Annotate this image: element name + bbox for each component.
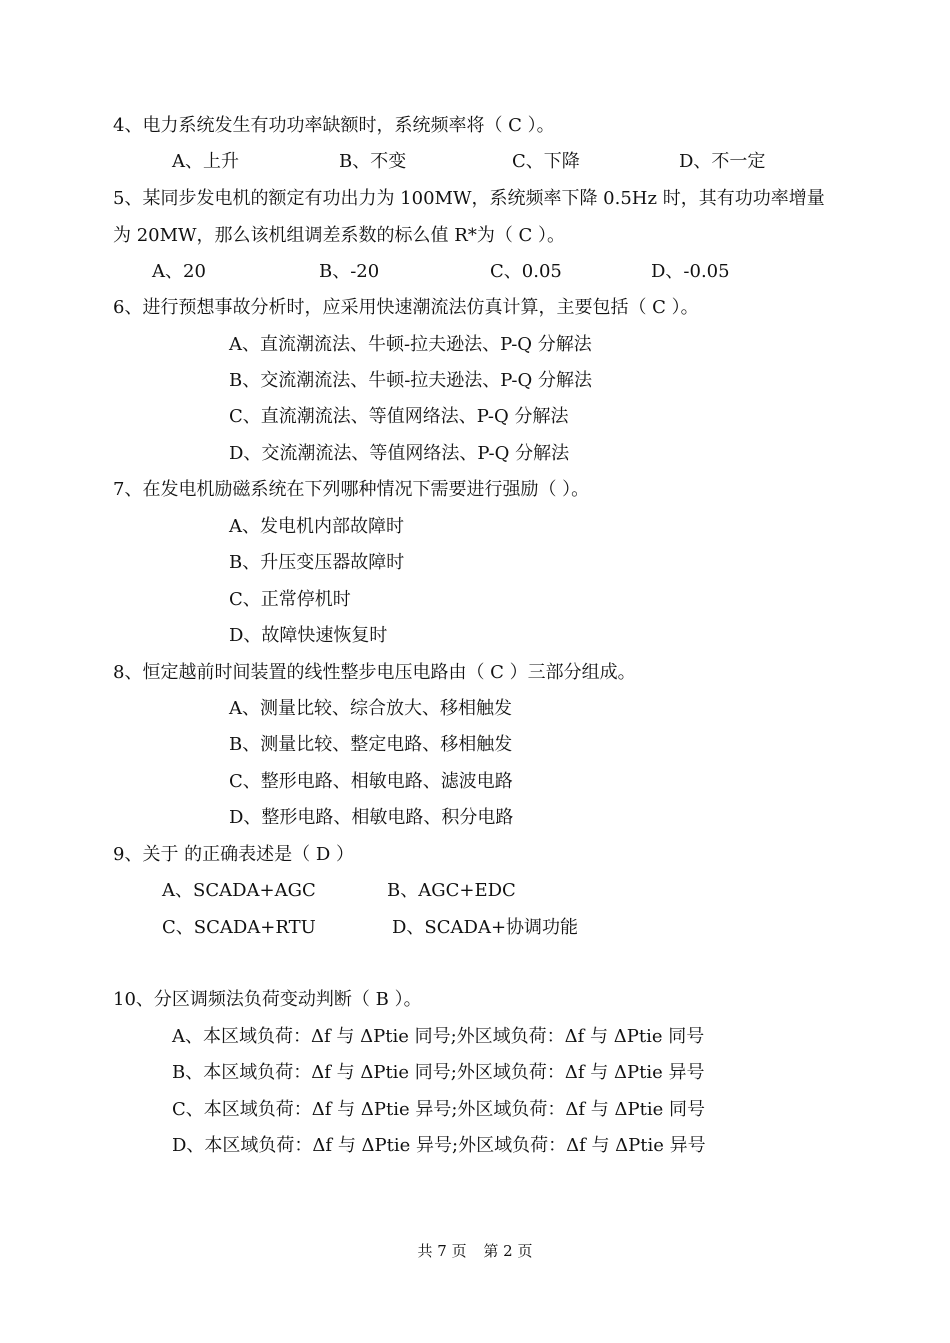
question-9-stem: 9、关于 的正确表述是（ D ）: [113, 844, 355, 865]
question-7-stem: 7、在发电机励磁系统在下列哪种情况下需要进行强励（ ）。: [113, 479, 590, 500]
question-10-option-a: A、本区域负荷：Δf 与 ΔPtie 同号;外区域负荷：Δf 与 ΔPtie 同号: [172, 1026, 705, 1047]
question-5-option-c: C、0.05: [490, 261, 562, 282]
question-7-option-a: A、发电机内部故障时: [229, 516, 404, 537]
question-5-option-b: B、-20: [319, 261, 380, 282]
footer-current-page: 第 2 页: [483, 1242, 533, 1260]
question-5-stem-line1: 5、某同步发电机的额定有功出力为 100MW，系统频率下降 0.5Hz 时，其有功功率增量: [113, 188, 825, 209]
question-7-option-c: C、正常停机时: [229, 589, 351, 610]
question-8-option-c: C、整形电路、相敏电路、滤波电路: [229, 771, 513, 792]
question-10-option-c: C、本区域负荷：Δf 与 ΔPtie 异号;外区域负荷：Δf 与 ΔPtie 同号: [172, 1099, 705, 1120]
question-8-option-d: D、整形电路、相敏电路、积分电路: [229, 807, 514, 828]
question-4-stem: 4、电力系统发生有功功率缺额时，系统频率将（ C ）。: [113, 115, 555, 136]
question-5-option-d: D、-0.05: [651, 261, 730, 282]
footer-total-pages: 共 7 页: [417, 1242, 467, 1260]
question-9-option-a: A、SCADA+AGC: [162, 880, 316, 901]
question-7-option-d: D、故障快速恢复时: [229, 625, 388, 646]
question-4-option-a: A、上升: [172, 151, 239, 172]
question-5-stem-line2: 为 20MW，那么该机组调差系数的标么值 R*为（ C ）。: [113, 225, 566, 246]
question-6-option-a: A、直流潮流法、牛顿-拉夫逊法、P-Q 分解法: [229, 334, 592, 355]
question-9-option-c: C、SCADA+RTU: [162, 917, 316, 938]
question-4-option-d: D、不一定: [679, 151, 766, 172]
question-10-stem: 10、分区调频法负荷变动判断（ B ）。: [113, 989, 422, 1010]
question-6-option-b: B、交流潮流法、牛顿-拉夫逊法、P-Q 分解法: [229, 370, 592, 391]
question-8-stem: 8、恒定越前时间装置的线性整步电压电路由（ C ）三部分组成。: [113, 662, 636, 683]
question-6-stem: 6、进行预想事故分析时，应采用快速潮流法仿真计算，主要包括（ C ）。: [113, 297, 699, 318]
question-4-option-c: C、下降: [512, 151, 580, 172]
question-9-option-b: B、AGC+EDC: [387, 880, 516, 901]
question-4-option-b: B、不变: [339, 151, 407, 172]
page-footer: [0, 1241, 950, 1261]
question-7-option-b: B、升压变压器故障时: [229, 552, 405, 573]
question-9-option-d: D、SCADA+协调功能: [392, 917, 579, 938]
question-6-option-c: C、直流潮流法、等值网络法、P-Q 分解法: [229, 406, 569, 427]
question-5-option-a: A、20: [152, 261, 206, 282]
question-8-option-b: B、测量比较、整定电路、移相触发: [229, 734, 513, 755]
question-10-option-b: B、本区域负荷：Δf 与 ΔPtie 同号;外区域负荷：Δf 与 ΔPtie 异号: [172, 1062, 705, 1083]
question-8-option-a: A、测量比较、综合放大、移相触发: [229, 698, 512, 719]
question-10-option-d: D、本区域负荷：Δf 与 ΔPtie 异号;外区域负荷：Δf 与 ΔPtie 异号: [172, 1135, 706, 1156]
question-6-option-d: D、交流潮流法、等值网络法、P-Q 分解法: [229, 443, 570, 464]
